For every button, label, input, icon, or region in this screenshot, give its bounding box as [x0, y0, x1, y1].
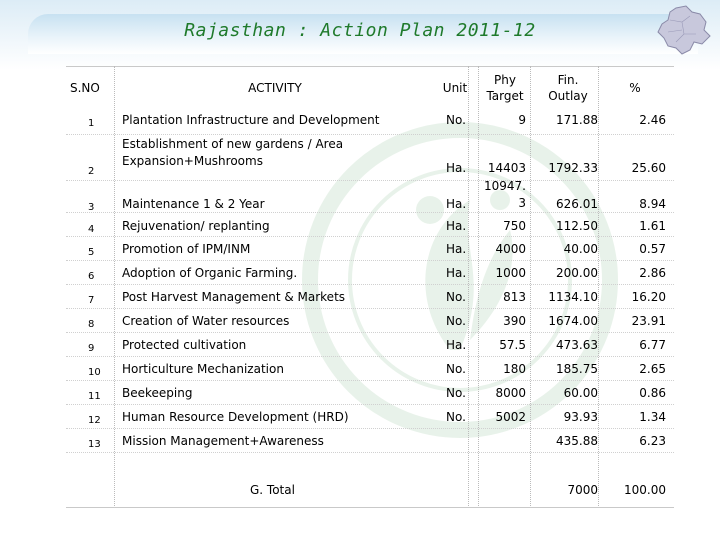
- row-fin-outlay: 112.50: [556, 219, 598, 233]
- row-divider: [66, 308, 674, 309]
- row-phy-target: 8000: [495, 386, 526, 400]
- row-activity: Creation of Water resources: [122, 314, 290, 328]
- row-activity: Human Resource Development (HRD): [122, 410, 349, 424]
- row-percent: 0.57: [639, 242, 666, 256]
- row-divider: [66, 260, 674, 261]
- row-phy-target: 3: [518, 196, 526, 210]
- row-activity: Expansion+Mushrooms: [122, 154, 263, 168]
- row-activity: Horticulture Mechanization: [122, 362, 284, 376]
- row-activity: Beekeeping: [122, 386, 193, 400]
- row-sno: 4: [88, 224, 95, 235]
- row-sno: 10: [88, 367, 101, 378]
- column-divider: [114, 66, 115, 506]
- row-sno: 11: [88, 391, 101, 402]
- row-sno: 12: [88, 415, 101, 426]
- row-activity: Post Harvest Management & Markets: [122, 290, 346, 304]
- row-activity: Maintenance 1 & 2 Year: [122, 197, 265, 211]
- row-percent: 2.86: [639, 266, 666, 280]
- row-fin-outlay: 473.63: [556, 338, 598, 352]
- total-fin-outlay: 7000: [567, 483, 598, 497]
- row-phy-target: 1000: [495, 266, 526, 280]
- header-fin-outlay: Outlay: [548, 89, 588, 103]
- row-fin-outlay: 60.00: [563, 386, 598, 400]
- rajasthan-map-icon: [656, 4, 712, 56]
- row-unit: No.: [446, 410, 466, 424]
- column-divider: [598, 66, 599, 506]
- total-label: G. Total: [250, 483, 295, 497]
- row-phy-target: 813: [503, 290, 526, 304]
- row-divider: [66, 134, 674, 135]
- row-fin-outlay: 1674.00: [548, 314, 598, 328]
- row-fin-outlay: 1792.33: [548, 161, 598, 175]
- row-sno: 6: [88, 271, 95, 282]
- row-sno: 8: [88, 319, 95, 330]
- row-fin-outlay: 171.88: [556, 113, 598, 127]
- page-title: Rajasthan : Action Plan 2011-12: [184, 20, 536, 41]
- row-fin-outlay: 626.01: [556, 197, 598, 211]
- row-percent: 1.34: [639, 410, 666, 424]
- row-divider: [66, 428, 674, 429]
- row-unit: Ha.: [446, 161, 467, 175]
- row-phy-target: 390: [503, 314, 526, 328]
- row-fin-outlay: 200.00: [556, 266, 598, 280]
- row-divider: [66, 180, 674, 181]
- row-phy-target: 750: [503, 219, 526, 233]
- row-percent: 2.65: [639, 362, 666, 376]
- row-divider: [66, 452, 674, 453]
- column-divider: [478, 66, 479, 506]
- row-sno: 2: [88, 166, 95, 177]
- row-divider: [66, 236, 674, 237]
- row-fin-outlay: 93.93: [563, 410, 598, 424]
- row-activity: Protected cultivation: [122, 338, 247, 352]
- row-unit: Ha.: [446, 242, 467, 256]
- header-phy-target: Target: [486, 89, 524, 103]
- row-phy-target: 5002: [495, 410, 526, 424]
- row-sno: 5: [88, 247, 95, 258]
- row-activity: Adoption of Organic Farming.: [122, 266, 298, 280]
- row-phy-target: 14403: [487, 161, 526, 175]
- row-percent: 25.60: [631, 161, 666, 175]
- header-sno: S.NO: [70, 81, 100, 95]
- header-percent: %: [629, 81, 641, 95]
- row-unit: Ha.: [446, 197, 467, 211]
- row-fin-outlay: 40.00: [563, 242, 598, 256]
- row-phy-target: 9: [518, 113, 526, 127]
- row-unit: Ha.: [446, 266, 467, 280]
- row-unit: No.: [446, 362, 466, 376]
- header-phy-target: Phy: [494, 73, 516, 87]
- row-percent: 6.77: [639, 338, 666, 352]
- header-unit: Unit: [442, 81, 468, 95]
- row-percent: 23.91: [631, 314, 666, 328]
- row-activity: Promotion of IPM/INM: [122, 242, 251, 256]
- row-sno: 1: [88, 118, 95, 129]
- header-fin-outlay: Fin.: [557, 73, 579, 87]
- row-fin-outlay: 435.88: [556, 434, 598, 448]
- row-activity: Mission Management+Awareness: [122, 434, 324, 448]
- row-activity: Establishment of new gardens / Area: [122, 137, 344, 151]
- row-phy-target: 10947.: [484, 179, 526, 193]
- row-sno: 7: [88, 295, 95, 306]
- row-unit: Ha.: [446, 219, 467, 233]
- row-sno: 9: [88, 343, 95, 354]
- row-unit: No.: [446, 386, 466, 400]
- row-percent: 2.46: [639, 113, 666, 127]
- row-divider: [66, 212, 674, 213]
- row-percent: 1.61: [639, 219, 666, 233]
- row-divider: [66, 380, 674, 381]
- row-activity: Rejuvenation/ replanting: [122, 219, 270, 233]
- row-unit: No.: [446, 314, 466, 328]
- row-phy-target: 57.5: [499, 338, 526, 352]
- header-activity: ACTIVITY: [248, 81, 302, 95]
- row-sno: 3: [88, 202, 95, 213]
- row-percent: 0.86: [639, 386, 666, 400]
- total-percent: 100.00: [624, 483, 666, 497]
- row-divider: [66, 332, 674, 333]
- row-divider: [66, 404, 674, 405]
- row-fin-outlay: 185.75: [556, 362, 598, 376]
- row-divider: [66, 284, 674, 285]
- row-unit: No.: [446, 113, 466, 127]
- row-percent: 6.23: [639, 434, 666, 448]
- column-divider: [468, 66, 469, 506]
- row-percent: 16.20: [631, 290, 666, 304]
- row-phy-target: 180: [503, 362, 526, 376]
- row-activity: Plantation Infrastructure and Development: [122, 113, 380, 127]
- row-unit: No.: [446, 290, 466, 304]
- row-fin-outlay: 1134.10: [548, 290, 598, 304]
- row-unit: Ha.: [446, 338, 467, 352]
- row-divider: [66, 356, 674, 357]
- row-percent: 8.94: [639, 197, 666, 211]
- row-sno: 13: [88, 439, 101, 450]
- row-phy-target: 4000: [495, 242, 526, 256]
